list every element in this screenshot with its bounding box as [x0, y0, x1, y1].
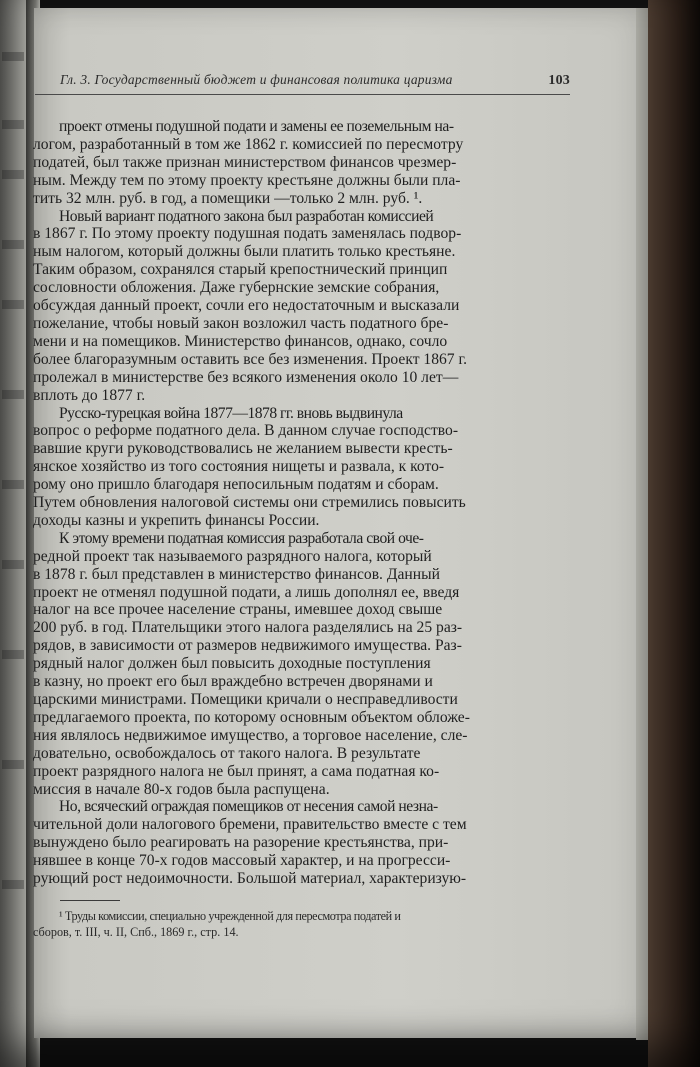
- text-line: Таким образом, сохранялся старый крепостнический принцип: [33, 261, 448, 279]
- text-line: пожелание, чтобы новый закон возложил часть податного бре-: [33, 314, 449, 332]
- text-line: Новый вариант податного закона был разработан комиссией: [59, 207, 434, 225]
- text-line: доходы казны и укрепить финансы России.: [33, 511, 320, 529]
- text-line: миссия в начале 80-х годов была распущена.: [33, 780, 330, 798]
- text-fragment: [2, 880, 24, 889]
- text-line: в 1878 г. был представлен в министерство финансов. Данный: [33, 565, 440, 583]
- text-line: проект отмены подушной подати и замены ее поземельным на-: [59, 118, 454, 135]
- text-line: вынуждено было реагировать на разорение крестьянства, при-: [33, 834, 449, 852]
- text-line: тить 32 млн. руб. в год, а помещики —только 2 млн. руб. ¹.: [33, 189, 423, 207]
- paragraph: [33, 798, 573, 888]
- text-line: Но, всяческий ограждая помещиков от несения самой незна-: [59, 798, 438, 816]
- body-text: [33, 118, 573, 888]
- paragraph: [33, 530, 573, 799]
- text-fragment: [2, 240, 24, 249]
- text-line: мени и на помещиков. Министерство финансов, однако, сочло: [33, 332, 448, 350]
- text-fragment: [2, 650, 24, 659]
- text-line: проект не отменял подушной подати, а лишь дополнял ее, введя: [33, 583, 460, 601]
- text-line: налог на все прочее население страны, имевшее доход свыше: [33, 601, 443, 619]
- text-line: обсуждая данный проект, сочли его недостаточным и высказали: [33, 297, 460, 315]
- text-line: вопрос о реформе податного дела. В данном случае господство-: [33, 422, 459, 440]
- text-fragment: [2, 52, 24, 61]
- text-line: довательно, освобождалось от такого налога. В результате: [33, 744, 421, 762]
- text-line: предлагаемого проекта, по которому основным объектом обложе-: [33, 708, 470, 726]
- text-line: рядов, в зависимости от размеров недвижимого имущества. Раз-: [33, 637, 462, 655]
- text-line: ным налогом, который должны были платить только крестьяне.: [33, 243, 456, 261]
- paragraph: [33, 208, 573, 405]
- text-line: ным. Между тем по этому проекту крестьяне должны были пла-: [33, 171, 461, 189]
- footnote: [33, 908, 573, 940]
- text-line: Русско-турецкая война 1877—1878 гг. вновь выдвинула: [59, 404, 403, 422]
- text-line: рующий рост недоимочности. Большой материал, характеризую-: [33, 870, 467, 888]
- text-line: нявшее в конце 70-х годов массовый характер, и на прогресси-: [33, 852, 451, 870]
- footnote-rule: [60, 900, 120, 901]
- running-head: [60, 72, 570, 89]
- text-line: чительной доли налогового бремени, правительство вместе с тем: [33, 816, 467, 834]
- text-line: 200 руб. в год. Плательщики этого налога разделялись на 25 раз-: [33, 619, 463, 637]
- text-line: редной проект так называемого разрядного налога, который: [33, 547, 432, 565]
- footnote-line: ¹ Труды комиссии, специально учрежденной для пересмотра податей и: [59, 909, 401, 923]
- text-line: логом, разработанный в том же 1862 г. комиссией по пересмотру: [33, 135, 464, 153]
- text-line: проект разрядного налога не был принят, а сама податная ко-: [33, 762, 440, 780]
- text-line: в 1867 г. По этому проекту подушная подать заменялась подвор-: [33, 225, 462, 243]
- text-line: пролежал в министерстве без всякого изменения около 10 лет—: [33, 368, 459, 386]
- text-line: янское хозяйство из того состояния нищеты и развала, к кото-: [33, 458, 445, 476]
- adjacent-page-edge: [0, 0, 26, 1067]
- text-fragment: [2, 480, 24, 489]
- text-line: в казну, но проект его был враждебно встречен дворянами и: [33, 673, 433, 691]
- page-number: 103: [548, 73, 570, 88]
- text-line: вавшие круги руководствовались не желанием вывести кресть-: [33, 440, 453, 458]
- text-fragment: [2, 390, 24, 399]
- text-line: царскими министрами. Помещики кричали о несправедливости: [33, 691, 458, 708]
- book-cover: [648, 0, 700, 1067]
- text-line: вплоть до 1877 г.: [33, 386, 146, 404]
- text-line: ния являлось недвижимое имущество, а торговое население, сле-: [33, 726, 468, 744]
- footnote-line: сборов, т. III, ч. II, Спб., 1869 г., стр. 14.: [33, 925, 239, 939]
- text-line: податей, был также признан министерством финансов чрезмер-: [33, 153, 457, 171]
- text-line: рому оно пришло благодаря непосильным податям и сборам.: [33, 476, 439, 494]
- text-line: Путем обновления налоговой системы они стремились повысить: [33, 494, 466, 512]
- paragraph: [33, 118, 573, 208]
- text-line: сословности обложения. Даже губернские земские собрания,: [33, 279, 440, 297]
- text-fragment: [2, 560, 24, 569]
- text-fragment: [2, 120, 24, 129]
- paragraph: [33, 405, 573, 530]
- running-head-title: Гл. 3. Государственный бюджет и финансовая политика царизма: [60, 72, 453, 87]
- text-fragment: [2, 170, 24, 179]
- text-fragment: [2, 760, 24, 769]
- text-line: К этому времени податная комиссия разработала свой оче-: [59, 529, 424, 547]
- header-rule: [35, 94, 570, 95]
- text-line: более благоразумным оставить все без изменения. Проект 1867 г.: [33, 350, 468, 368]
- text-line: рядный налог должен был повысить доходные поступления: [33, 655, 431, 673]
- text-fragment: [2, 300, 24, 309]
